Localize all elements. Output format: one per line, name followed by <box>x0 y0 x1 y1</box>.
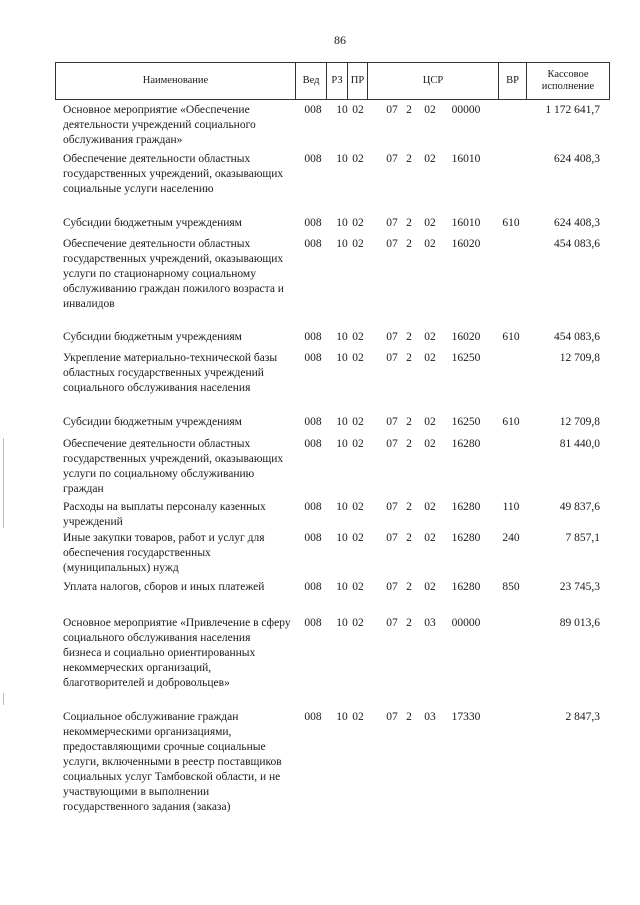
header-name: Наименование <box>142 74 209 86</box>
header-csr: ЦСР <box>367 63 498 99</box>
row-ved: 008 <box>304 581 322 593</box>
row-name: Иные закупки товаров, работ и услуг для обеспечения государственных (муниципальных) нужд <box>63 532 265 574</box>
row-rz: 10 <box>336 238 348 250</box>
row-pr: 02 <box>352 438 364 450</box>
row-csr-program: 07 <box>386 217 398 229</box>
row-rz: 10 <box>336 217 348 229</box>
row-name: Субсидии бюджетным учреждениям <box>63 416 242 428</box>
row-csr-program: 07 <box>386 104 398 116</box>
row-rz: 10 <box>336 617 348 629</box>
row-amount: 23 745,3 <box>559 581 600 593</box>
row-csr-direction: 16010 <box>451 153 481 165</box>
row-csr-direction: 16250 <box>451 416 481 428</box>
row-csr-program: 07 <box>386 416 398 428</box>
row-amount: 454 083,6 <box>554 238 600 250</box>
row-csr-subprogram: 2 <box>406 153 412 165</box>
row-ved: 008 <box>304 104 322 116</box>
row-rz: 10 <box>336 153 348 165</box>
row-pr: 02 <box>352 501 364 513</box>
row-amount: 454 083,6 <box>554 331 600 343</box>
row-csr-event: 02 <box>424 352 436 364</box>
row-csr-event: 02 <box>424 416 436 428</box>
row-amount: 89 013,6 <box>559 617 600 629</box>
row-name: Обеспечение деятельности областных государственных учреждений, оказывающих социальные услуги населению <box>63 153 284 195</box>
row-csr-program: 07 <box>386 238 398 250</box>
row-csr-event: 02 <box>424 153 436 165</box>
row-vr: 610 <box>502 416 520 428</box>
row-csr-direction: 16280 <box>451 581 481 593</box>
row-amount: 2 847,3 <box>565 711 600 723</box>
row-csr-program: 07 <box>386 532 398 544</box>
row-csr-program: 07 <box>386 352 398 364</box>
row-csr-event: 03 <box>424 617 436 629</box>
scan-margin-mark <box>3 693 4 705</box>
row-csr-program: 07 <box>386 331 398 343</box>
row-amount: 12 709,8 <box>559 416 600 428</box>
row-csr-direction: 16250 <box>451 352 481 364</box>
row-csr-program: 07 <box>386 581 398 593</box>
row-amount: 1 172 641,7 <box>545 104 600 116</box>
row-pr: 02 <box>352 104 364 116</box>
table-header <box>55 62 610 100</box>
row-vr: 240 <box>502 532 520 544</box>
scan-margin-mark <box>3 438 4 528</box>
row-amount: 81 440,0 <box>559 438 600 450</box>
row-csr-direction: 16020 <box>451 238 481 250</box>
row-vr: 110 <box>502 501 520 513</box>
page-number: 86 <box>334 33 346 47</box>
row-csr-subprogram: 2 <box>406 104 412 116</box>
row-ved: 008 <box>304 532 322 544</box>
row-csr-program: 07 <box>386 153 398 165</box>
row-rz: 10 <box>336 501 348 513</box>
row-amount: 624 408,3 <box>554 217 600 229</box>
row-name: Обеспечение деятельности областных государственных учреждений, оказывающих услуги по стационарному социальному обслуживанию граждан пожилого возраста и инвалидов <box>63 238 284 310</box>
row-pr: 02 <box>352 217 364 229</box>
row-csr-subprogram: 2 <box>406 438 412 450</box>
row-ved: 008 <box>304 352 322 364</box>
row-rz: 10 <box>336 532 348 544</box>
row-csr-subprogram: 2 <box>406 416 412 428</box>
row-csr-event: 02 <box>424 501 436 513</box>
row-csr-subprogram: 2 <box>406 711 412 723</box>
row-rz: 10 <box>336 352 348 364</box>
row-pr: 02 <box>352 331 364 343</box>
row-name: Социальное обслуживание граждан некоммерческими организациями, предоставляющими срочные социальные услуги, включенными в реестр поставщиков социальных услуг Тамбовской области, и не участвующими в выполнении государственного задания (заказа) <box>63 711 282 813</box>
row-csr-event: 02 <box>424 104 436 116</box>
row-rz: 10 <box>336 438 348 450</box>
row-rz: 10 <box>336 416 348 428</box>
row-vr: 610 <box>502 217 520 229</box>
row-pr: 02 <box>352 238 364 250</box>
row-csr-subprogram: 2 <box>406 532 412 544</box>
row-csr-program: 07 <box>386 617 398 629</box>
row-csr-direction: 16280 <box>451 438 481 450</box>
row-amount: 624 408,3 <box>554 153 600 165</box>
row-name: Субсидии бюджетным учреждениям <box>63 217 242 229</box>
row-csr-event: 02 <box>424 238 436 250</box>
row-rz: 10 <box>336 331 348 343</box>
row-csr-subprogram: 2 <box>406 238 412 250</box>
row-vr: 610 <box>502 331 520 343</box>
row-csr-direction: 16280 <box>451 532 481 544</box>
row-name: Укрепление материально-технической базы областных государственных учреждений социального обслуживания населения <box>63 352 278 394</box>
row-pr: 02 <box>352 711 364 723</box>
row-pr: 02 <box>352 532 364 544</box>
row-ved: 008 <box>304 217 322 229</box>
header-pr: ПР <box>347 63 367 99</box>
row-csr-event: 03 <box>424 711 436 723</box>
row-csr-program: 07 <box>386 438 398 450</box>
row-csr-direction: 16280 <box>451 501 481 513</box>
header-ved: Вед <box>295 63 326 99</box>
row-csr-subprogram: 2 <box>406 331 412 343</box>
row-pr: 02 <box>352 416 364 428</box>
row-name: Субсидии бюджетным учреждениям <box>63 331 242 343</box>
row-csr-subprogram: 2 <box>406 217 412 229</box>
row-csr-event: 02 <box>424 438 436 450</box>
row-csr-direction: 16010 <box>451 217 481 229</box>
row-ved: 008 <box>304 153 322 165</box>
row-csr-event: 02 <box>424 331 436 343</box>
row-name: Уплата налогов, сборов и иных платежей <box>63 581 265 593</box>
row-pr: 02 <box>352 581 364 593</box>
row-ved: 008 <box>304 238 322 250</box>
row-name: Основное мероприятие «Обеспечение деятельности учреждений социального обслуживания граждан» <box>63 104 256 146</box>
header-vr: ВР <box>498 63 526 99</box>
row-csr-subprogram: 2 <box>406 352 412 364</box>
row-csr-program: 07 <box>386 501 398 513</box>
row-amount: 7 857,1 <box>565 532 600 544</box>
header-amount: Кассовое исполнение <box>526 63 609 99</box>
row-rz: 10 <box>336 581 348 593</box>
row-ved: 008 <box>304 711 322 723</box>
row-csr-direction: 16020 <box>451 331 481 343</box>
row-rz: 10 <box>336 711 348 723</box>
row-csr-direction: 00000 <box>451 617 481 629</box>
row-csr-subprogram: 2 <box>406 617 412 629</box>
row-pr: 02 <box>352 153 364 165</box>
row-ved: 008 <box>304 617 322 629</box>
row-ved: 008 <box>304 501 322 513</box>
row-csr-event: 02 <box>424 217 436 229</box>
row-amount: 12 709,8 <box>559 352 600 364</box>
row-rz: 10 <box>336 104 348 116</box>
row-pr: 02 <box>352 352 364 364</box>
row-csr-subprogram: 2 <box>406 581 412 593</box>
row-ved: 008 <box>304 331 322 343</box>
row-vr: 850 <box>502 581 520 593</box>
row-csr-subprogram: 2 <box>406 501 412 513</box>
row-ved: 008 <box>304 416 322 428</box>
row-ved: 008 <box>304 438 322 450</box>
row-name: Расходы на выплаты персоналу казенных учреждений <box>63 501 266 528</box>
row-csr-direction: 17330 <box>451 711 481 723</box>
row-csr-event: 02 <box>424 532 436 544</box>
row-pr: 02 <box>352 617 364 629</box>
row-amount: 49 837,6 <box>559 501 600 513</box>
row-csr-event: 02 <box>424 581 436 593</box>
header-rz: РЗ <box>326 63 347 99</box>
row-csr-program: 07 <box>386 711 398 723</box>
row-name: Основное мероприятие «Привлечение в сферу социального обслуживания населения бизнеса и социально ориентированных некоммерческих организаций, благотворителей и добровольцев» <box>63 617 291 689</box>
row-csr-direction: 00000 <box>451 104 481 116</box>
row-name: Обеспечение деятельности областных государственных учреждений, оказывающих услуги по социальному обслуживанию граждан <box>63 438 284 495</box>
